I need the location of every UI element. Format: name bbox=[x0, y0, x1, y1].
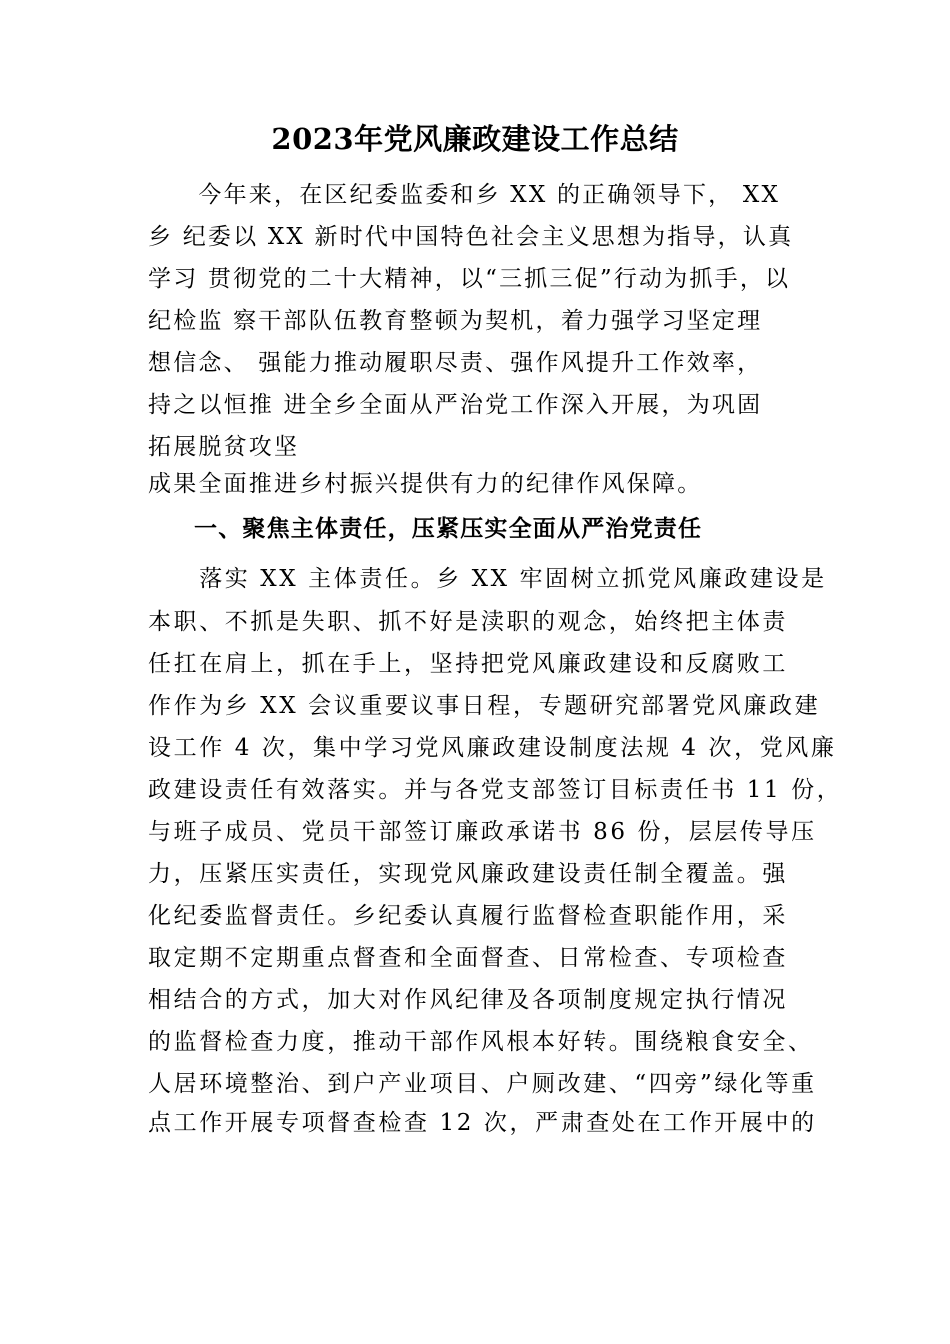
intro-line: 纪检监 察干部队伍教育整顿为契机，着力强学习坚定理 bbox=[148, 308, 763, 334]
body-line: 相结合的方式，加大对作风纪律及各项制度规定执行情况 bbox=[148, 987, 788, 1013]
body-line: 设工作 4 次，集中学习党风廉政建设制度法规 4 次，党风廉 bbox=[148, 735, 837, 761]
intro-line: 成果全面推进乡村振兴提供有力的纪律作风保障。 bbox=[148, 471, 703, 497]
intro-line: 学习 贯彻党的二十大精神，以“三抓三促”行动为抓手，以 bbox=[148, 266, 791, 292]
body-line: 本职、不抓是失职、抓不好是渎职的观念，始终把主体责 bbox=[148, 609, 788, 635]
intro-line: 乡 纪委以 XX 新时代中国特色社会主义思想为指导，认真 bbox=[148, 224, 794, 250]
body-line: 化纪委监督责任。乡纪委认真履行监督检查职能作用，采 bbox=[148, 903, 788, 929]
body-line: 的监督检查力度，推动干部作风根本好转。围绕粮食安全、 bbox=[148, 1029, 814, 1055]
body-line: 人居环境整治、到户产业项目、户厕改建、“四旁”绿化等重 bbox=[148, 1071, 817, 1097]
intro-line: 想信念、 强能力推动履职尽责、强作风提升工作效率， bbox=[148, 350, 763, 376]
intro-line: 持之以恒推 进全乡全面从严治党工作深入开展，为巩固 bbox=[148, 392, 763, 418]
body-line: 任扛在肩上，抓在手上，坚持把党风廉政建设和反腐败工 bbox=[148, 651, 788, 677]
body-line: 作作为乡 XX 会议重要议事日程，专题研究部署党风廉政建 bbox=[148, 693, 821, 719]
body-line: 点工作开展专项督查检查 12 次，严肃查处在工作开展中的 bbox=[148, 1110, 817, 1136]
body-line: 政建设责任有效落实。并与各党支部签订目标责任书 11 份， bbox=[148, 777, 843, 803]
body-line: 力，压紧压实责任，实现党风廉政建设责任制全覆盖。强 bbox=[148, 861, 788, 887]
body-line: 落实 XX 主体责任。乡 XX 牢固树立抓党风廉政建设是 bbox=[148, 566, 827, 592]
document-title: 2023年党风廉政建设工作总结 bbox=[271, 122, 679, 156]
intro-line: 今年来，在区纪委监委和乡 XX 的正确领导下， XX bbox=[148, 182, 781, 208]
body-line: 与班子成员、党员干部签订廉政承诺书 86 份，层层传导压 bbox=[148, 819, 817, 845]
intro-line: 拓展脱贫攻坚 bbox=[148, 434, 300, 460]
section-heading: 一、聚焦主体责任，压紧压实全面从严治党责任 bbox=[194, 515, 703, 542]
body-line: 取定期不定期重点督查和全面督查、日常检查、专项检查 bbox=[148, 945, 788, 971]
